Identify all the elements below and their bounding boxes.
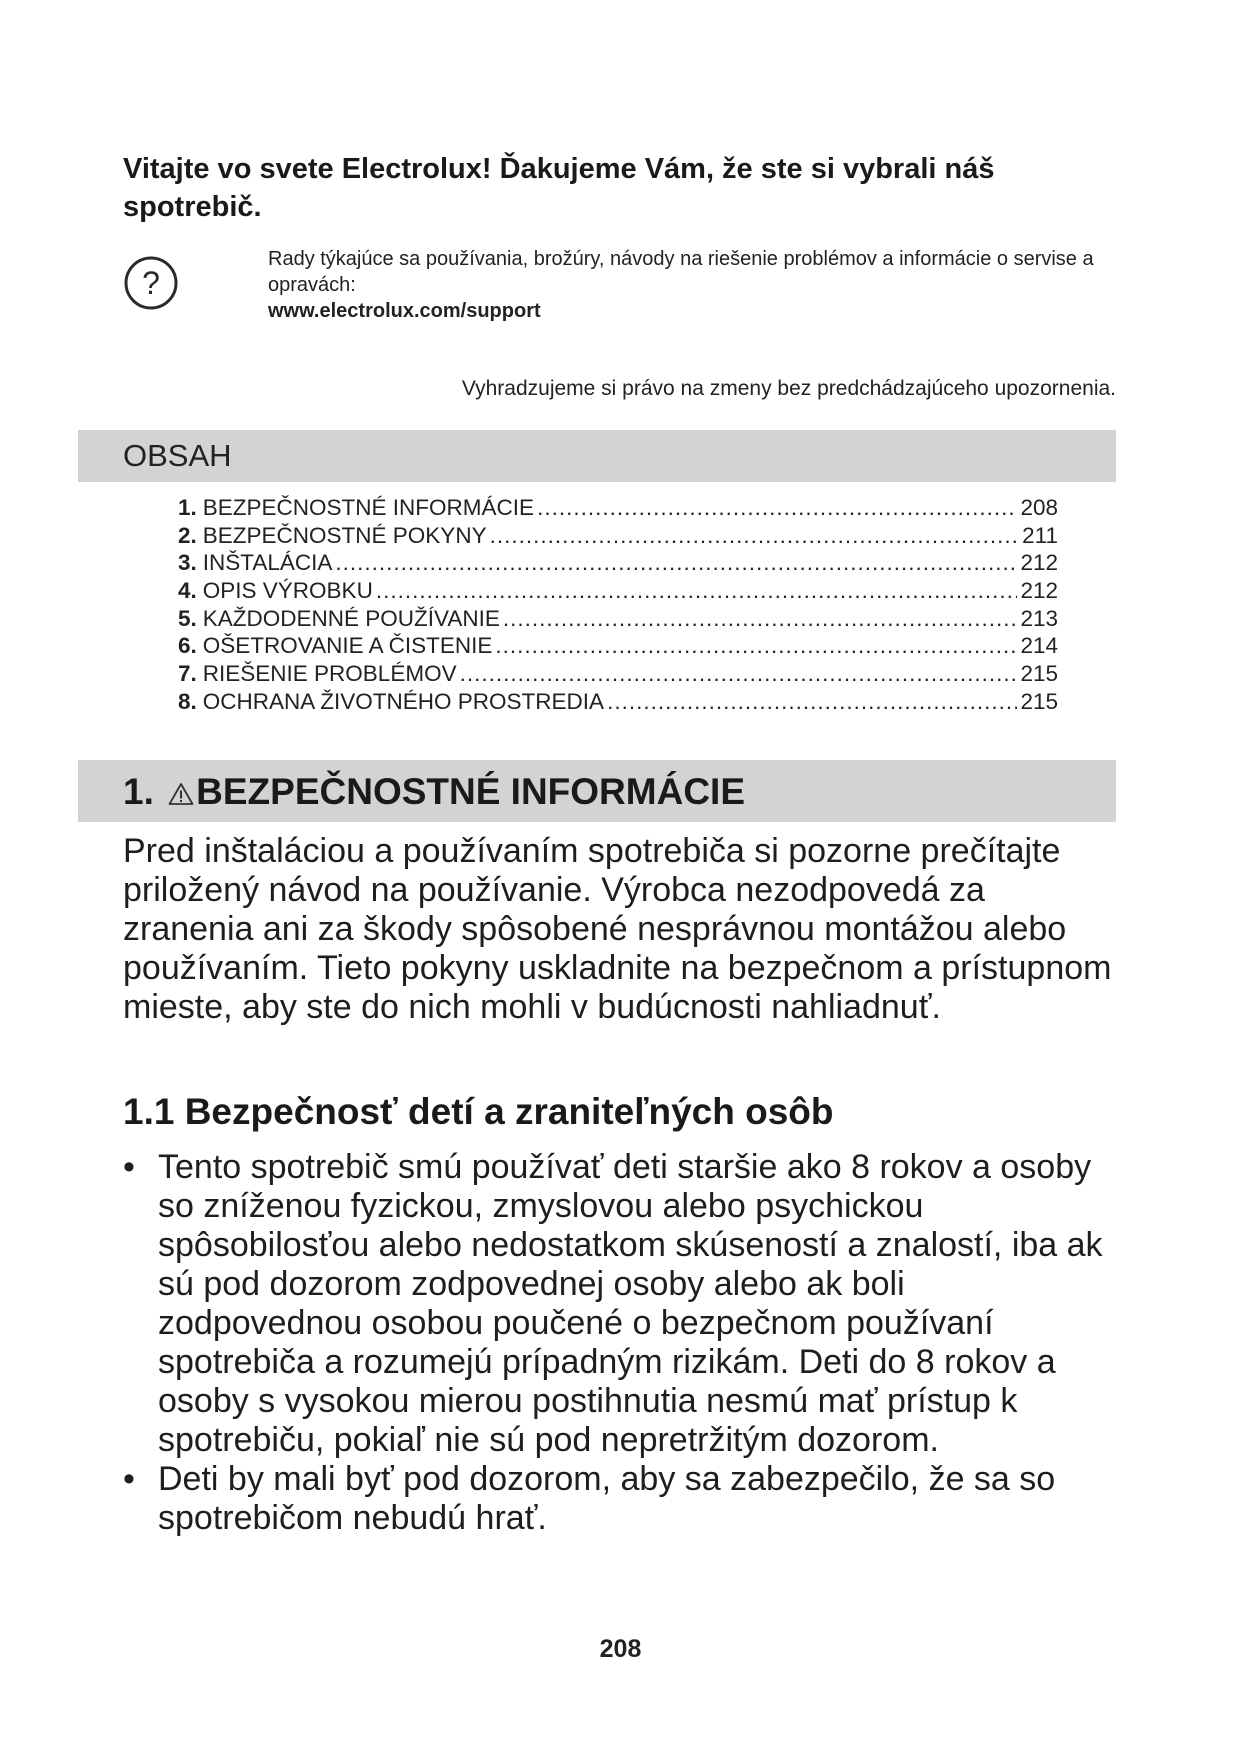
- toc-entry-number: 3.: [178, 550, 197, 576]
- toc-leader-dots: [335, 550, 1017, 576]
- page-number: 208: [599, 1635, 642, 1663]
- welcome-heading: Vitajte vo svete Electrolux! Ďakujeme Vám, že ste si vybrali náš spotrebič.: [123, 153, 995, 223]
- toc-entry-number: 4.: [178, 578, 197, 604]
- toc-entry-label: BEZPEČNOSTNÉ POKYNY: [202, 522, 487, 548]
- toc-entry-page: 214: [1020, 633, 1058, 659]
- toc-entry-page: 211: [1022, 522, 1058, 548]
- toc-entry-number: 5.: [178, 605, 197, 631]
- toc-entry-page: 215: [1020, 661, 1058, 687]
- toc-entry-label: BEZPEČNOSTNÉ INFORMÁCIE: [202, 495, 535, 520]
- section-1-number: 1.: [123, 771, 154, 812]
- toc-leader-dots: [460, 661, 1018, 687]
- toc-entry-label: OPIS VÝROBKU: [202, 578, 373, 604]
- toc-leader-dots: [490, 523, 1020, 549]
- toc-entry-number: 8.: [178, 688, 197, 714]
- toc-entry-page: 212: [1020, 578, 1058, 604]
- toc-entry-page: 208: [1020, 495, 1058, 520]
- disclaimer-text: Vyhradzujeme si právo na zmeny bez predchádzajúceho upozornenia.: [461, 377, 1116, 400]
- toc-title: OBSAH: [123, 438, 232, 473]
- bullet-item: • Deti by mali byť pod dozorom, aby sa zabezpečilo, že sa so spotrebičom nebudú hrať.: [123, 1460, 1118, 1538]
- toc-entry[interactable]: [178, 523, 1058, 551]
- section-1-header-band: [78, 760, 1116, 822]
- toc-entry-number: 1.: [178, 495, 197, 520]
- toc-leader-dots: [607, 689, 1017, 715]
- section-1-1-title: 1.1 Bezpečnosť detí a zraniteľných osôb: [123, 1091, 834, 1132]
- toc-entry[interactable]: [178, 606, 1058, 634]
- toc-leader-dots: [376, 578, 1018, 604]
- toc-entry-label: KAŽDODENNÉ POUŽÍVANIE: [202, 605, 500, 631]
- toc-entry-page: 215: [1020, 688, 1058, 714]
- toc-entry[interactable]: [178, 578, 1058, 606]
- question-mark-circle-icon: [123, 255, 179, 311]
- support-url-link[interactable]: www.electrolux.com/support: [268, 300, 541, 322]
- svg-text:?: ?: [142, 265, 160, 301]
- section-1-1-bullet-list: [123, 1148, 1118, 1538]
- toc-entry-number: 2.: [178, 522, 197, 548]
- warning-triangle-icon: [168, 773, 194, 815]
- toc-leader-dots: [495, 633, 1017, 659]
- section-1-title: [123, 771, 745, 815]
- toc-entry-label: OCHRANA ŽIVOTNÉHO PROSTREDIA: [202, 688, 605, 714]
- toc-entry-number: 7.: [178, 661, 197, 687]
- toc-entry[interactable]: [178, 495, 1058, 523]
- toc-entry[interactable]: [178, 689, 1058, 717]
- toc-header-band: [78, 430, 1116, 482]
- toc-entry-label: RIEŠENIE PROBLÉMOV: [202, 661, 457, 687]
- toc-entry[interactable]: [178, 550, 1058, 578]
- section-1-title-text: BEZPEČNOSTNÉ INFORMÁCIE: [196, 771, 745, 812]
- toc-entry-label: INŠTALÁCIA: [202, 550, 333, 576]
- toc-leader-dots: [503, 606, 1018, 632]
- toc-entry-page: 213: [1020, 605, 1058, 631]
- bullet-item: • Tento spotrebič smú používať deti staršie ako 8 rokov a osoby so zníženou fyzickou, zmyslovou alebo psychickou spôsobilosťou alebo nedostatkom skúseností a znalostí, iba ak sú pod dozorom zodpovednej osoby alebo ak boli zodpovednou osobou poučené o bezpečnom používaní spotrebiča a rozumejú prípadným rizikám. Deti do 8 rokov a osoby s vysokou mierou postihnutia nesmú mať prístup k spotrebiču, pokiaľ nie sú pod nepretržitým dozorom.: [123, 1148, 1118, 1460]
- toc-entry[interactable]: [178, 633, 1058, 661]
- support-info-text: Rady týkajúce sa používania, brožúry, návody na riešenie problémov a informácie o servise a opravách:: [268, 248, 1094, 296]
- toc-entry-label: OŠETROVANIE A ČISTENIE: [202, 633, 493, 659]
- toc-entry-number: 6.: [178, 633, 197, 659]
- section-1-body: Pred inštaláciou a používaním spotrebiča si pozorne prečítajte priložený návod na používanie. Výrobca nezodpovedá za zranenia ani za škody spôsobené nesprávnou montážou alebo používaním. Tieto pokyny uskladnite na bezpečnom a prístupnom mieste, aby ste do nich mohli v budúcnosti nahliadnuť.: [123, 832, 1112, 1026]
- support-info: [268, 246, 1118, 324]
- table-of-contents: [178, 495, 1058, 717]
- toc-leader-dots: [537, 495, 1017, 521]
- toc-entry-page: 212: [1020, 550, 1058, 576]
- toc-entry[interactable]: [178, 661, 1058, 689]
